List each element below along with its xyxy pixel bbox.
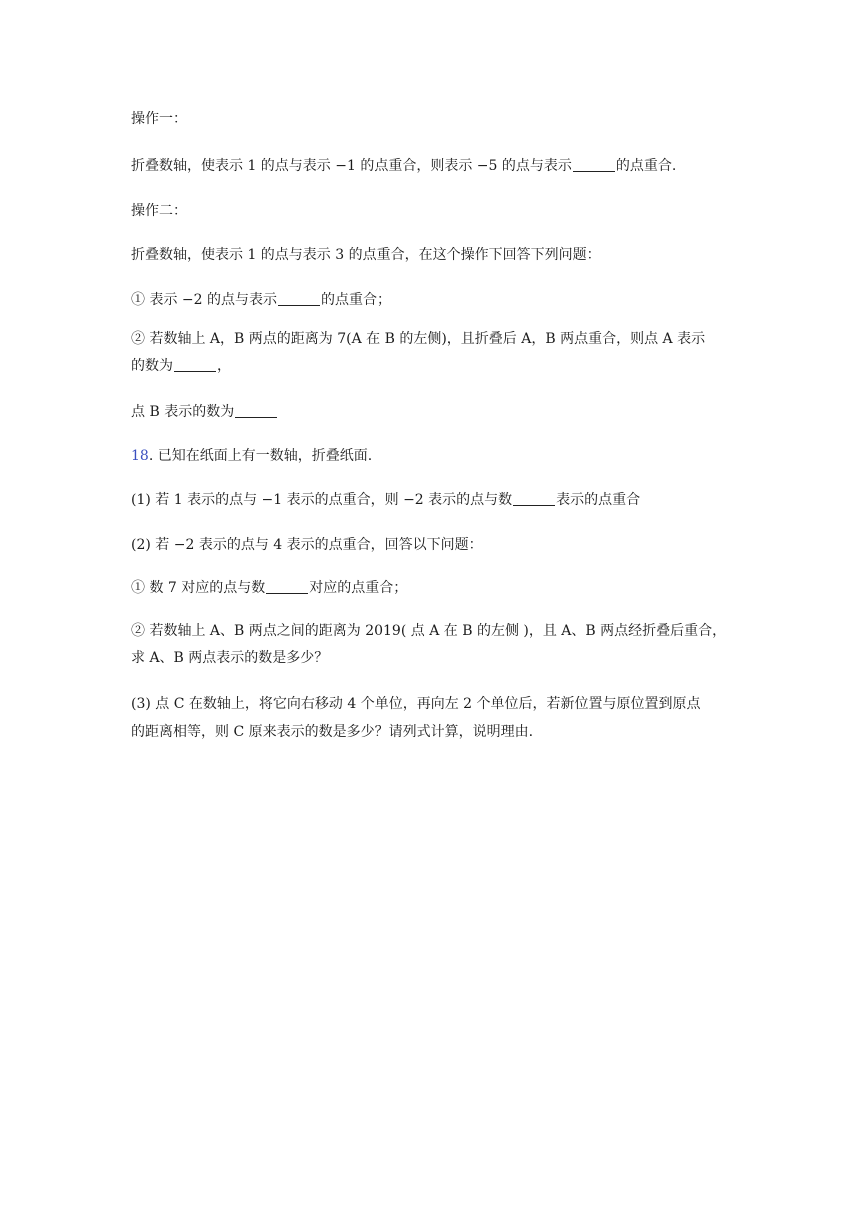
problem18-part2-q2-line1: ② 若数轴上 A、B 两点之间的距离为 2019( 点 A 在 B 的左侧 )，且 A、B 两点经折叠后重合， (131, 623, 727, 639)
op2-q1 (131, 290, 391, 310)
answer-blank (513, 491, 555, 506)
op2-q2-line1: ② 若数轴上 A，B 两点的距离为 7(A 在 B 的左侧)，且折叠后 A，B 两点重合，则点 A 表示 (131, 331, 706, 347)
answer-blank (573, 157, 615, 172)
p1-text-b: 表示的点重合 (556, 492, 641, 508)
problem18-part2-q1 (131, 578, 407, 598)
problem-number: 18 (131, 448, 149, 464)
op2-q1-text-a: ① 表示 −2 的点与表示 (131, 292, 277, 308)
problem18-part2: (2) 若 −2 表示的点与 4 表示的点重合，回答以下问题： (131, 537, 483, 553)
op2-q2-line3 (131, 402, 278, 422)
answer-blank (266, 579, 308, 594)
op1-title: 操作一： (131, 111, 187, 127)
op1-question (131, 156, 676, 176)
op1-text-b: 的点重合. (615, 158, 677, 174)
op2-q1-text-b: 的点重合； (321, 292, 391, 308)
op2-q2-line2-text: 的数为 (131, 358, 173, 374)
problem18-stem (131, 446, 372, 466)
p2q1-text-b: 对应的点重合； (309, 580, 408, 596)
problem18-part1 (131, 490, 640, 510)
op2-intro: 折叠数轴，使表示 1 的点与表示 3 的点重合，在这个操作下回答下列问题： (131, 247, 601, 263)
op2-q2-line2 (131, 356, 231, 376)
problem18-part3-line2: 的距离相等，则 C 原来表示的数是多少？请列式计算，说明理由. (131, 724, 534, 740)
op1-text-a: 折叠数轴，使表示 1 的点与表示 −1 的点重合，则表示 −5 的点与表示 (131, 158, 572, 174)
problem18-part2-q2-line2: 求 A、B 两点表示的数是多少？ (131, 650, 329, 666)
answer-blank (174, 357, 216, 372)
p1-text-a: (1) 若 1 表示的点与 −1 表示的点重合，则 −2 表示的点与数 (131, 492, 513, 508)
answer-blank (235, 403, 277, 418)
problem18-stem-text: . 已知在纸面上有一数轴，折叠纸面. (148, 448, 373, 464)
answer-blank (278, 291, 320, 306)
op2-title: 操作二： (131, 203, 187, 219)
p2q1-text-a: ① 数 7 对应的点与数 (131, 580, 266, 596)
op2-q2-line3-text: 点 B 表示的数为 (131, 404, 235, 420)
op2-q2-line2-end: ， (217, 358, 231, 374)
problem18-part3-line1: (3) 点 C 在数轴上，将它向右移动 4 个单位，再向左 2 个单位后，若新位置与原位置到原点 (131, 696, 701, 712)
